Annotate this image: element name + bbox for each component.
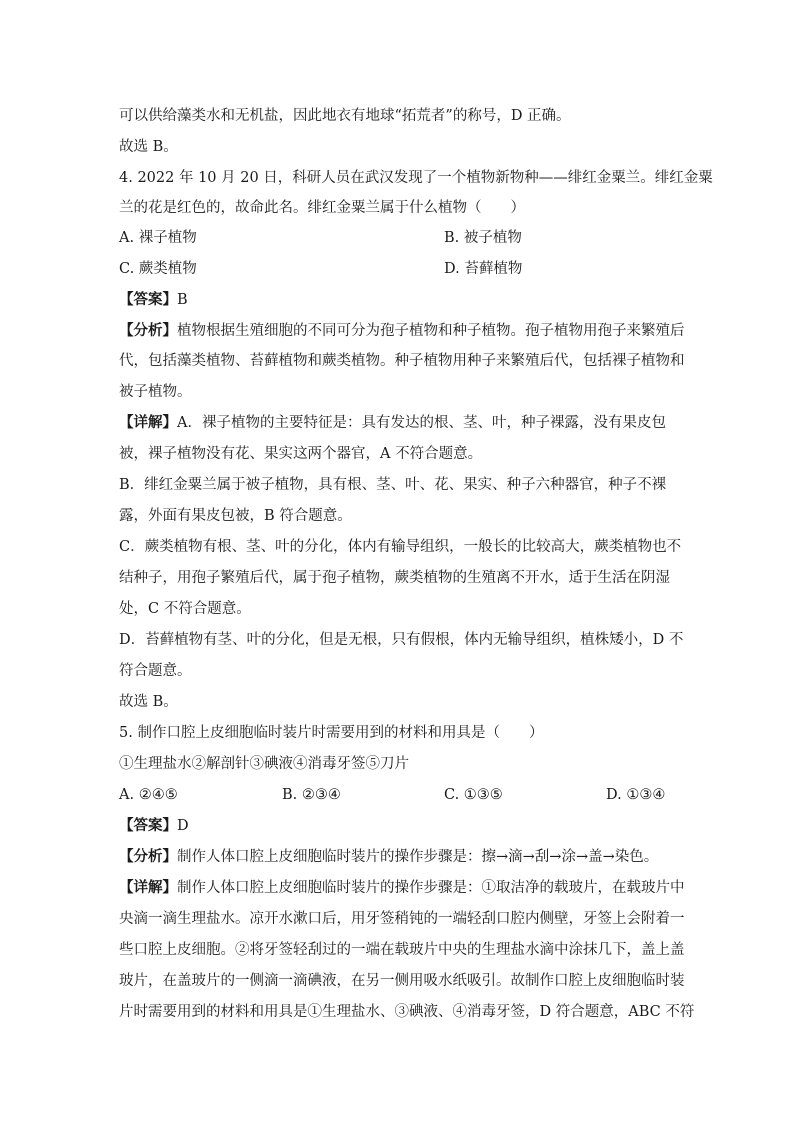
answer-value: D: [177, 818, 189, 834]
detail-tag: 【详解】: [119, 414, 177, 431]
q5-option-b: B. ②③④: [282, 787, 341, 803]
q5-detail-line1: [119, 878, 685, 898]
q4-detail-d-line2: 符合题意。: [119, 663, 192, 679]
q5-option-c: C. ①③⑤: [444, 787, 503, 803]
q5-answer: [119, 816, 189, 836]
q4-detail-b-line2: 露，外面有果皮包被，B 符合题意。: [119, 508, 352, 524]
q5-detail-line5: 片时需要用到的材料和用具是①生理盐水、③碘液、④消毒牙签，D 符合题意，ABC 不符: [119, 1004, 695, 1020]
detail-text: A．裸子植物的主要特征是：具有发达的根、茎、叶，种子裸露，没有果皮包: [177, 415, 666, 431]
q4-detail-c-line3: 处，C 不符合题意。: [119, 601, 251, 617]
q5-detail-line2: 央滴一滴生理盐水。凉开水漱口后，用牙签稍钝的一端轻刮口腔内侧壁，牙签上会附着一: [119, 911, 685, 927]
q4-option-d: D. 苔藓植物: [444, 261, 523, 277]
q4-option-b: B. 被子植物: [444, 230, 522, 246]
q3-conclusion: 故选 B。: [119, 139, 178, 155]
q4-analysis-line2: 代，包括藻类植物、苔藓植物和蕨类植物。种子植物用种子来繁殖后代，包括裸子植物和: [119, 353, 685, 369]
q4-detail-b-line1: B．绯红金粟兰属于被子植物，具有根、茎、叶、花、果实、种子六种器官，种子不裸: [119, 477, 667, 493]
q4-conclusion: 故选 B。: [119, 694, 178, 710]
q4-stem-line1: 4. 2022 年 10 月 20 日，科研人员在武汉发现了一个植物新物种——绯红金粟兰。绯红金粟: [119, 170, 713, 186]
q5-materials: ①生理盐水②解剖针③碘液④消毒牙签⑤刀片: [119, 756, 409, 772]
q4-answer: [119, 290, 188, 310]
q4-option-a: A. 裸子植物: [119, 230, 197, 246]
q4-detail-c-line1: C．蕨类植物有根、茎、叶的分化，体内有输导组织，一般长的比较高大，蕨类植物也不: [119, 539, 682, 555]
analysis-tag: 【分析】: [119, 322, 177, 339]
answer-tag: 【答案】: [119, 817, 177, 834]
q5-detail-line4: 玻片，在盖玻片的一侧滴一滴碘液，在另一侧用吸水纸吸引。故制作口腔上皮细胞临时装: [119, 973, 685, 989]
q4-analysis-line3: 被子植物。: [119, 384, 192, 400]
q4-detail-a-line1: [119, 413, 666, 433]
analysis-text: 植物根据生殖细胞的不同可分为孢子植物和种子植物。孢子植物用孢子来繁殖后: [177, 323, 685, 339]
q5-option-a: A. ②④⑤: [119, 787, 178, 803]
analysis-tag: 【分析】: [119, 848, 177, 865]
q5-stem: 5. 制作口腔上皮细胞临时装片时需要用到的材料和用具是（ ）: [119, 725, 544, 741]
q4-stem-line2: 兰的花是红色的，故命此名。绯红金粟兰属于什么植物（ ）: [119, 200, 525, 216]
q4-detail-a-line2: 被，裸子植物没有花、果实这两个器官，A 不符合题意。: [119, 446, 483, 462]
q5-analysis: [119, 847, 658, 867]
detail-tag: 【详解】: [119, 879, 177, 896]
q5-detail-line3: 些口腔上皮细胞。②将牙签轻刮过的一端在载玻片中央的生理盐水滴中涂抹几下，盖上盖: [119, 942, 685, 958]
analysis-text: 制作人体口腔上皮细胞临时装片的操作步骤是：擦→滴→刮→涂→盖→染色。: [177, 849, 659, 865]
q3-explanation-tail: 可以供给藻类水和无机盐，因此地衣有地球“拓荒者”的称号，D 正确。: [119, 108, 571, 124]
answer-tag: 【答案】: [119, 291, 177, 308]
q4-analysis-line1: [119, 321, 685, 341]
q5-option-d: D. ①③④: [606, 787, 666, 803]
q4-detail-d-line1: D．苔藓植物有茎、叶的分化，但是无根，只有假根，体内无输导组织，植株矮小，D 不: [119, 632, 684, 648]
q4-option-c: C. 蕨类植物: [119, 261, 197, 277]
answer-value: B: [177, 292, 188, 308]
q4-detail-c-line2: 结种子，用孢子繁殖后代，属于孢子植物，蕨类植物的生殖离不开水，适于生活在阴湿: [119, 570, 670, 586]
detail-text: 制作人体口腔上皮细胞临时装片的操作步骤是：①取洁净的载玻片，在载玻片中: [177, 880, 685, 896]
